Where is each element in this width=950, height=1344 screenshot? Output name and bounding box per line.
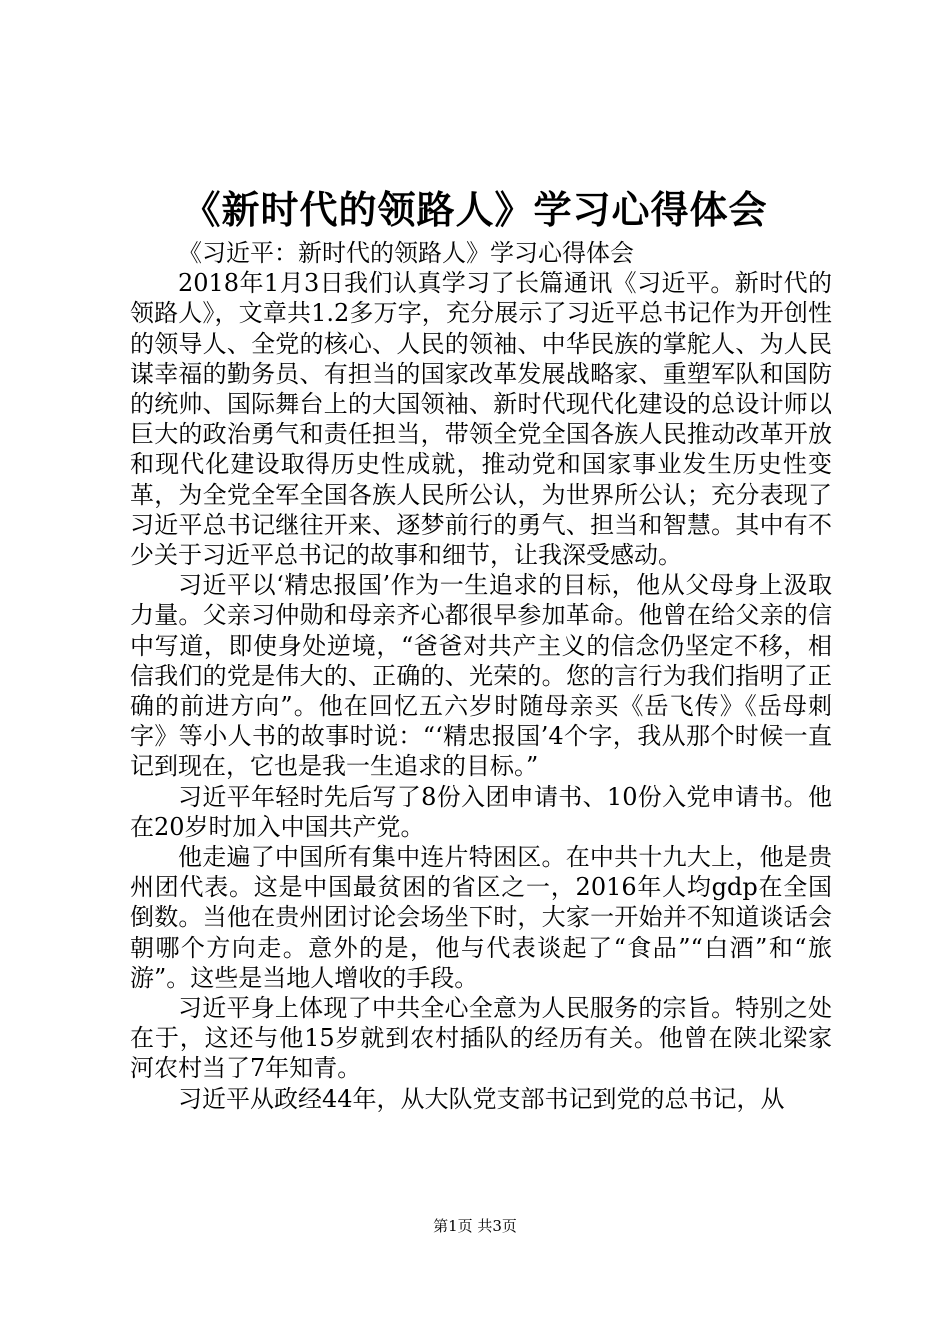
paragraph: 习近平身上体现了中共全心全意为人民服务的宗旨。特别之处在于，这还与他15岁就到农村插队的经历有关。他曾在陕北梁家河农村当了7年知青。 — [130, 994, 832, 1083]
document-body — [130, 238, 832, 1114]
paragraph: 习近平从政经44年，从大队党支部书记到党的总书记，从 — [178, 1084, 785, 1113]
paragraph: 习近平以‘精忠报国’作为一生追求的目标，他从父母身上汲取力量。父亲习仲勋和母亲齐心都很早参加革命。他曾在给父亲的信中写道，即使身处逆境，“爸爸对共产主义的信念仍坚定不移，相信我们的党是伟大的、正确的、光荣的。您的言行为我们指明了正确的前进方向”。他在回忆五六岁时随母亲买《岳飞传》《岳母刺字》等小人书的故事时说：“‘精忠报国’4个字，我从那个时候一直记到现在，它也是我一生追求的目标。” — [130, 571, 832, 781]
paragraph: 习近平年轻时先后写了8份入团申请书、10份入党申请书。他在20岁时加入中国共产党。 — [130, 782, 832, 841]
document-title: 《新时代的领路人》学习心得体会 — [182, 187, 768, 232]
paragraph-subtitle: 《习近平：新时代的领路人》学习心得体会 — [178, 239, 634, 267]
paragraph: 2018年1月3日我们认真学习了长篇通讯《习近平。新时代的领路人》，文章共1.2多万字，充分展示了习近平总书记作为开创性的领导人、全党的核心、人民的领袖、中华民族的掌舵人、为人民谋幸福的勤务员、有担当的国家改革发展战略家、重塑军队和国防的统帅、国际舞台上的大国领袖、新时代现代化建设的总设计师以巨大的政治勇气和责任担当，带领全党全国各族人民推动改革开放和现代化建设取得历史性成就，推动党和国家事业发生历史性变革，为全党全军全国各族人民所公认，为世界所公认；充分表现了习近平总书记继往开来、逐梦前行的勇气、担当和智慧。其中有不少关于习近平总书记的故事和细节，让我深受感动。 — [130, 269, 832, 570]
paragraph: 他走遍了中国所有集中连片特困区。在中共十九大上，他是贵州团代表。这是中国最贫困的省区之一，2016年人均gdp在全国倒数。当他在贵州团讨论会场坐下时，大家一开始并不知道谈话会朝哪个方向走。意外的是，他与代表谈起了“食品”“白酒”和“旅游”。这些是当地人增收的手段。 — [130, 843, 832, 992]
page-number-footer: 第1页 共3页 — [433, 1217, 517, 1235]
